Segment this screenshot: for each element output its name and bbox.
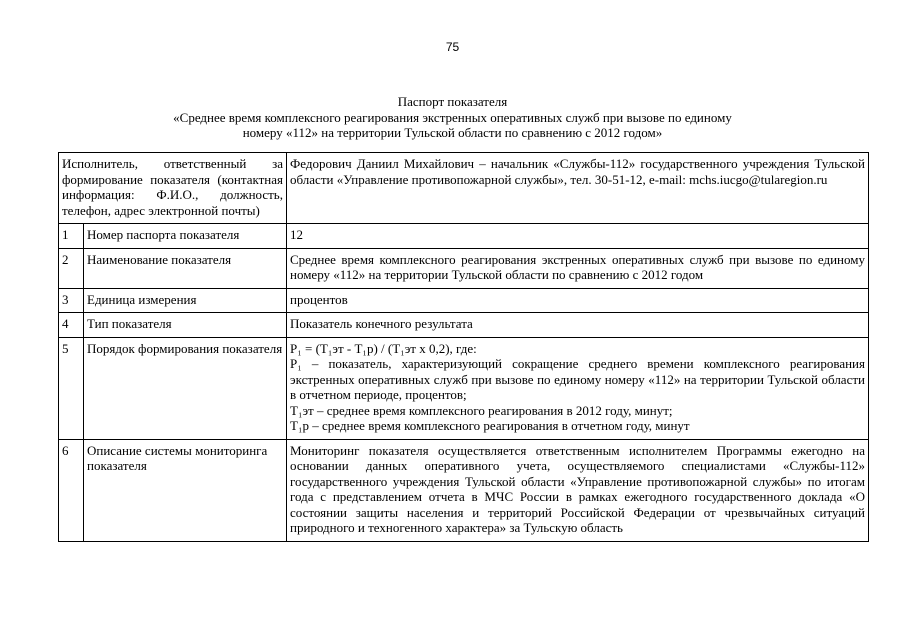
formula-desc-t1et: T₁эт – среднее время комплексного реагирования в 2012 году, минут; xyxy=(290,402,673,418)
row-label: Номер паспорта показателя xyxy=(84,224,287,249)
row-number: 4 xyxy=(59,313,84,338)
row-number: 3 xyxy=(59,288,84,313)
table-row xyxy=(59,439,869,541)
row-value: Показатель конечного результата xyxy=(287,313,869,338)
table-row xyxy=(59,248,869,288)
executor-label: Исполнитель, ответственный за формирование показателя (контактная информация: Ф.И.О., должность, телефон, адрес электронной почты) xyxy=(59,153,287,224)
table-row xyxy=(59,224,869,249)
row-label: Описание системы мониторинга показателя xyxy=(84,439,287,541)
table-row xyxy=(59,337,869,439)
row-number: 6 xyxy=(59,439,84,541)
formula-cell xyxy=(287,337,869,439)
formula-desc-p1: P₁ – показатель, характеризующий сокращение среднего времени комплексного реагирования экстренных оперативных служб при вызове по единому номеру «112» на территории Тульской области в отчетном периоде, процентов; xyxy=(290,356,865,402)
heading-subtitle-line2: номеру «112» на территории Тульской области по сравнению с 2012 годом» xyxy=(242,125,663,140)
heading-title: Паспорт показателя xyxy=(397,94,508,109)
table-row-executor xyxy=(59,153,869,224)
row-value: Мониторинг показателя осуществляется ответственным исполнителем Программы ежегодно на основании данных оперативного учета, осуществляемого специалистами «Службы-112» государственного учреждения Тульской области «Управление противопожарной службы» по итогам года с представлением отчета в МЧС России в рамках ежегодного государственного доклада «О состоянии защиты населения и территорий Российской Федерации от чрезвычайных ситуаций природного и техногенного характера» за Тульскую область xyxy=(287,439,869,541)
table-row xyxy=(59,313,869,338)
row-value: Среднее время комплексного реагирования экстренных оперативных служб при вызове по единому номеру «112» на территории Тульской области по сравнению с 2012 годом xyxy=(287,248,869,288)
row-number: 5 xyxy=(59,337,84,439)
row-label: Наименование показателя xyxy=(84,248,287,288)
indicator-passport-table xyxy=(58,152,869,542)
page-number: 75 xyxy=(445,40,460,54)
row-value: процентов xyxy=(287,288,869,313)
row-label: Единица измерения xyxy=(84,288,287,313)
row-number: 1 xyxy=(59,224,84,249)
row-label: Порядок формирования показателя xyxy=(84,337,287,439)
formula: P₁ = (T₁эт - T₁р) / (T₁эт x 0,2), где: xyxy=(290,340,477,356)
row-number: 2 xyxy=(59,248,84,288)
executor-value: Федорович Даниил Михайлович – начальник «Службы-112» государственного учреждения Тульской области «Управление противопожарной службы», тел. 30-51-12, e-mail: mchs.iucgo@tularegion.ru xyxy=(287,153,869,224)
formula-desc-t1r: T₁р – среднее время комплексного реагирования в отчетном году, минут xyxy=(290,418,690,433)
table-row xyxy=(59,288,869,313)
document-heading xyxy=(100,94,805,141)
row-value: 12 xyxy=(287,224,869,249)
row-label: Тип показателя xyxy=(84,313,287,338)
heading-subtitle-line1: «Среднее время комплексного реагирования экстренных оперативных служб при вызове по единому xyxy=(173,109,732,125)
